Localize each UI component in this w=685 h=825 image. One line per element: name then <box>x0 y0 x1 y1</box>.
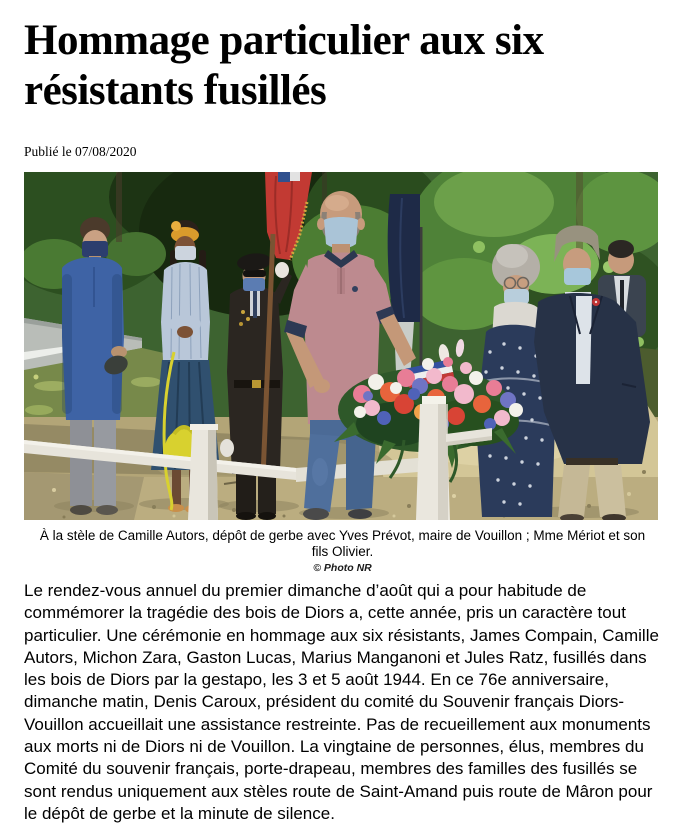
article-figure <box>24 172 661 574</box>
photo-caption: À la stèle de Camille Autors, dépôt de gerbe avec Yves Prévot, maire de Vouillon ; Mme Mériot et son fils Olivier. <box>39 528 646 559</box>
photo-credit: © Photo NR <box>313 562 372 574</box>
article <box>0 16 681 825</box>
publish-date: Publié le 07/08/2020 <box>24 144 137 159</box>
article-title: Hommage particulier aux six résistants fusillés <box>24 17 544 114</box>
article-body: Le rendez-vous annuel du premier dimanche d’août qui a pour habitude de commémorer la tragédie des bois de Diors a, cette année, pris un caractère tout particulier. Une cérémonie en hommage aux six résistants, James Compain, Camille Autors, Michon Zara, Gaston Lucas, Marius Manganoni et Jules Ratz, fusillés dans les bois de Diors par la gestapo, les 3 et 5 août 1944. En ce 76e anniversaire, dimanche matin, Denis Caroux, président du comité du Souvenir français Diors-Vouillon accueillait une assistance restreinte. Pas de recueillement aux monuments aux morts ni de Diors ni de Vouillon. La vingtaine de personnes, élus, membres du Comité du souvenir français, porte-drapeau, membres des familles des fusillés se sont rendus uniquement aux stèles route de Saint-Amand puis route de Mâron pour le dépôt de gerbe et la minute de silence. <box>24 581 659 823</box>
ceremony-photo-illustration <box>24 172 658 520</box>
article-photo <box>24 172 658 520</box>
